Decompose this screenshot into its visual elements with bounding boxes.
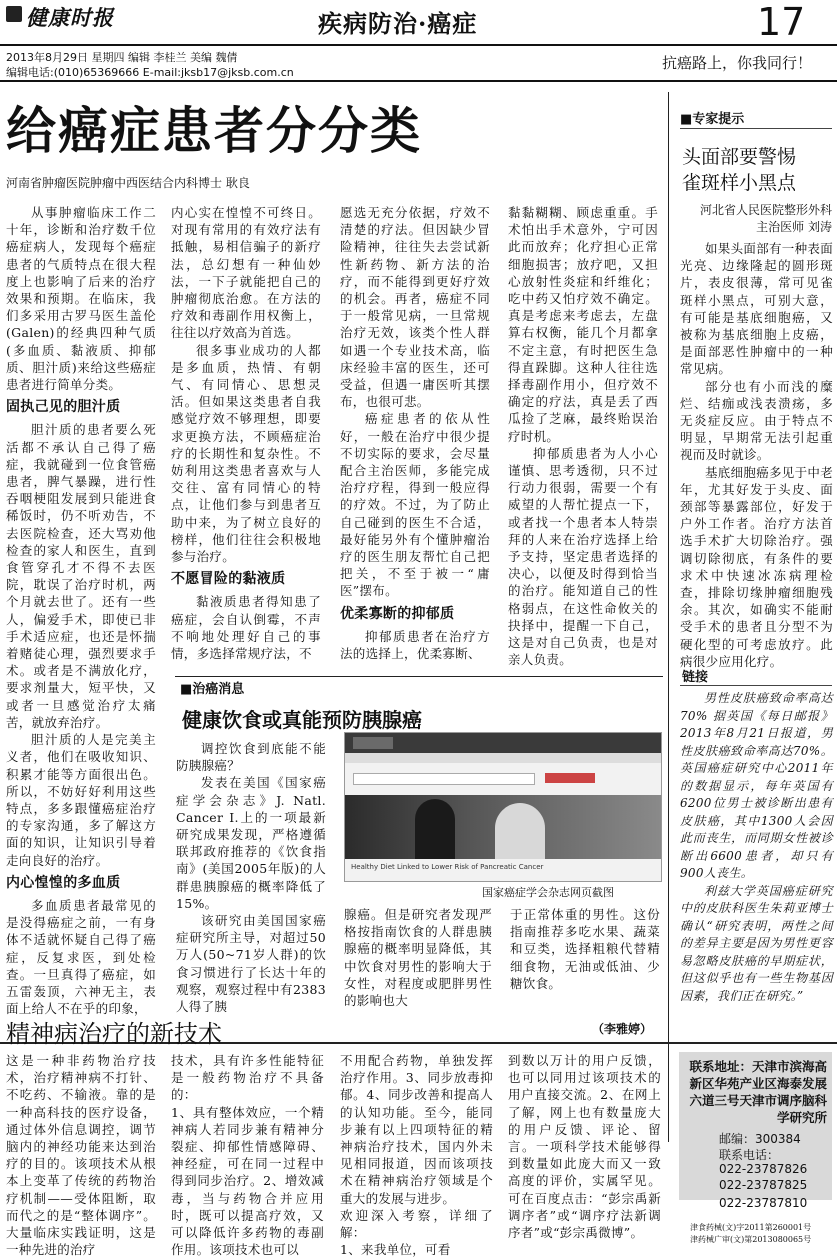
tech-column-2: 技术，具有许多性能特征是一般药物治疗不具备的： 1、具有整体效应，一个精神病人若同步兼有精神分裂症、抑郁性情感障碍、神经症，可在同一过程中得到同步治疗。2、增效减毒，当与药物合并应用时，既可以提高疗效，又可以降低许多药物的毒副作用。该项技术也可以 bbox=[171, 1053, 324, 1258]
link-box-body bbox=[680, 690, 833, 1040]
paragraph: 抑郁质患者为人小心谨慎、思考透彻，只不过行动力很弱，需要一个有威望的人帮忙提点一下，或者找一个患者本人特崇拜的人来在治疗选择上给予支持，坚定患者选择的决心，以便及时得到恰当的治疗。能知道自己的性格弱点，在这性命攸关的抉择中，提醒一下自己，这是对自己负责，也是对亲人负责。 bbox=[508, 445, 658, 668]
paragraph: 从事肿瘤临床工作二十年，诊断和治疗数千位癌症病人，发现每个癌症患者的气质特点在很大程度上也影响了后来的治疗效果和预期。在临床，我们多采用古罗马医生盖伦(Galen)的经典四种气质(多血质、黏液质、抑郁质、胆汁质)来给这些癌症患者进行简单分类。 bbox=[6, 205, 156, 393]
license-line-2: 津药械广审(文)第2013080065号 bbox=[690, 1235, 812, 1244]
tech-column-4: 到数以万计的用户反馈，也可以同用过该项技术的用户直接交流。2、在网上了解，网上也有数量庞大的用户反馈、评论、留言。一项科学技术能够得到数量如此庞大而又一致高度的评价，实属罕见。可在百度点击：“彭宗禹新调序者”或“调序疗法新调序者”或“彭宗禹微博”。 bbox=[508, 1053, 661, 1241]
license-line-1: 津食药械(文)字2011第260001号 bbox=[690, 1223, 812, 1232]
tech-column-1: 这是一种非药物治疗技术，治疗精神病不打针、不吃药、不输液。靠的是一种高科技的医疗设备，通过体外信息调控，调节脑内的神经功能来达到治疗的目的。该项技术从根本上变革了传统的药物治疗机制——受体阻断，取而代之的是“整体调序”。大量临床实践证明，这是一种先进的治疗 bbox=[6, 1053, 156, 1258]
paragraph: 如果头面部有一种表面光亮、边缘隆起的圆形斑片，表皮很薄，常可见雀斑样小黑点，可别大意，有可能是基底细胞癌，又被称为基底细胞上皮癌，是面部恶性肿瘤中的一种常见病。 bbox=[680, 241, 834, 377]
contact-phone-1: 022-23787826 bbox=[719, 1162, 808, 1176]
logo-icon bbox=[6, 6, 22, 22]
paragraph: 利兹大学英国癌症研究中的皮肤科医生朱莉亚博士确认“研究表明，两性之间的差异主要是因为男性更容易忽略皮肤癌的早期症状，但这似乎也有一些生物基因因素，我们正在研究。” bbox=[680, 883, 833, 1003]
contact-line: 编辑电话:(010)65369666 E-mail:jksb17@jksb.com.cn bbox=[6, 66, 294, 79]
journal-webpage-screenshot bbox=[344, 732, 662, 882]
tech-column-3: 不用配合药物，单独发挥治疗作用。3、同步放毒抑郁。4、同步改善和提高人的认知功能。至今，能同步兼有以上四项特征的精神病治疗技术，国内外未见相同报道，因而该项技术在精神病治疗领域是个重大的发展与进步。 欢迎深入考察，详细了解： 1、来我单位，可看 bbox=[340, 1053, 493, 1258]
paragraph: 很多事业成功的人都是多血质，热情、有朝气、有同情心、思想灵活。但如果这类患者自我感觉疗效不够理想，即要求更换方法，不顾癌症治疗的长期性和复杂性。不妨利用这类患者喜欢与人交往、富有同情心的特点，让他们参与到患者互助中来，为了树立良好的榜样，他们往往会积极地参与治疗。 bbox=[171, 342, 321, 565]
contact-zip: 邮编：300384 bbox=[719, 1132, 801, 1146]
main-byline: 河南省肿瘤医院肿瘤中西医结合内科博士 耿良 bbox=[6, 176, 250, 190]
date-line: 2013年8月29日 星期四 编辑 李桂兰 美编 魏倩 bbox=[6, 51, 238, 64]
screenshot-headline: Healthy Diet Linked to Lower Risk of Pancreatic Cancer bbox=[351, 863, 544, 871]
contact-box bbox=[679, 1052, 832, 1200]
contact-address: 联系地址：天津市滨海高新区华苑产业区海泰发展六道三号天津市调序脑科学研究所 bbox=[689, 1059, 827, 1125]
paragraph: 调控饮食到底能不能防胰腺癌？ bbox=[176, 741, 326, 774]
paragraph: 愿选无充分依据，疗效不清楚的疗法。但因缺少冒险精神，往往失去尝试新性新药物、新方法的治疗，而不能得到更好疗效的机会。再者，癌症不同于一般常见病，一旦常规治疗无效，该类个性人群如遇一个专业技术高，临床经验丰富的医生，还可受益，但遇一庸医听其摆布，也很可悲。 bbox=[340, 205, 490, 410]
image-caption: 国家癌症学会杂志网页截图 bbox=[482, 886, 614, 899]
paragraph: 黏黏糊糊、顾虑重重。手术怕出手术意外，宁可因此而放弃；化疗担心正常细胞损害；放疗吧，又担心放射性炎症和纤维化；吃中药又怕疗效不确定。真是考虑来考虑去，左盘算右权衡，能几个月都拿不定主意，有时把医生急得直跺脚。这种人往往选择毒副作用小，但疗效不确定的疗法，真是丢了西瓜捡了芝麻，最终贻误治疗时机。 bbox=[508, 205, 658, 444]
paragraph: 基底细胞癌多见于中老年，尤其好发于头皮、面颈部等暴露部位，好发于户外工作者。治疗方法首选手术扩大切除治疗。强调切除彻底，有条件的要求术中快速冰冻病理检查，排除切缘肿瘤细胞残余。其次，如确实不能耐受手术的患者且分型不为硬化型的可考虑放疗。此病很少应用化疗。 bbox=[680, 464, 834, 669]
contact-phone-label: 联系电话： bbox=[719, 1148, 780, 1162]
paragraph: 多血质患者最常见的是没得癌症之前，一有身体不适就怀疑自己得了癌症，反复求医，到处检查。一旦真得了癌症，如五雷轰顶，六神无主，表面上给人不在乎的印象， bbox=[6, 897, 156, 1017]
section-title: 疾病防治·癌症 bbox=[318, 9, 478, 38]
expert-tip-headline-2: 雀斑样小黑点 bbox=[682, 172, 797, 194]
expert-tip-headline-1: 头面部要警惕 bbox=[682, 146, 797, 168]
masthead bbox=[0, 0, 837, 80]
paragraph: 抑郁质患者在治疗方法的选择上，优柔寡断、 bbox=[340, 628, 490, 662]
subheading: 不愿冒险的黏液质 bbox=[171, 571, 286, 588]
main-headline: 给癌症患者分分类 bbox=[6, 101, 422, 160]
news-author: （李雅婷） bbox=[592, 1022, 653, 1036]
paragraph: 男性皮肤癌致命率高达70% 据英国《每日邮报》2013年8月21日报道，男性皮肤癌致命率高达70%。英国癌症研究中心2011年的数据显示，每年英国有6200位男士被诊断出患有皮肤癌，其中1300人会因此而丧生，而同期女性被诊断出6600患者，却只有900人丧生。 bbox=[680, 691, 833, 880]
contact-phone-2: 022-23787825 bbox=[719, 1178, 808, 1192]
paragraph: 发表在美国《国家癌症学会杂志》J. Natl. Cancer I.上的一项最新研究成果发现，严格遵循联邦政府推荐的《饮食指南》(美国2005年版)的人群患胰腺癌的概率降低了15%。 bbox=[176, 775, 326, 911]
paragraph: 部分也有小而浅的糜烂、结痂或浅表溃疡，多无炎症反应。由于特点不明显，早期常无法引起重视而及时就诊。 bbox=[680, 378, 833, 463]
paragraph: 癌症患者的依从性好，一般在治疗中很少提不切实际的要求，会尽量配合主治医师，多能完成治疗疗程，得到一般应得的疗效。不过，为了防止自己碰到的医生不合适，最好能另外有个懂肿瘤治疗的医生朋友帮忙自己把把关，不至于被一“庸医”摆布。 bbox=[340, 411, 490, 599]
news-section-label: ■治癌消息 bbox=[180, 682, 245, 697]
main-article-column-1 bbox=[6, 204, 156, 1017]
news-column-2: 腺癌。但是研究者发现严格按指南饮食的人群患胰腺癌的概率明显降低，其中饮食对男性的影响大于女性，对程度或肥胖男性的影响也大 bbox=[344, 907, 492, 1009]
link-box-label: 链接 bbox=[682, 670, 709, 685]
expert-tip-byline: 河北省人民医院整形外科主治医师 刘涛 bbox=[700, 203, 833, 234]
subheading: 固执己见的胆汁质 bbox=[6, 399, 121, 416]
slogan: 抗癌路上，你我同行！ bbox=[662, 54, 813, 72]
paragraph: 胆汁质的患者要么死活都不承认自己得了癌症，我就碰到一位食管癌患者，脾气暴躁，进行性吞咽梗阻发展到只能进食稀饭时，仍不听劝告，不去医院检查，还大骂劝他检查的家人和医生，直到食管穿孔才不得不去医院，耽误了治疗时机，两个月就去世了。还有一些人，偏爱手术，即使已非手术适应症，也还是怀揣着赌徒心理，强烈要求手术。或者是不满放化疗，要求剂量大，短平快，又或者一旦感觉治疗太痛苦，就放弃治疗。 bbox=[6, 422, 156, 730]
tech-headline: 精神病治疗的新技术 bbox=[6, 1020, 222, 1048]
expert-tip-label: ■专家提示 bbox=[680, 112, 745, 127]
paragraph: 黏液质患者得知患了癌症，会自认倒霉，不声不响地处理好自己的事情，多选择常规疗法，不 bbox=[171, 594, 321, 662]
subheading: 内心惶惶的多血质 bbox=[6, 874, 121, 891]
main-article-column-3 bbox=[340, 204, 490, 664]
paragraph: 胆汁质的人是完美主义者，他们在吸收知识、积累才能等方面很出色。所以，不妨好好利用这些特点，多多跟懂癌症治疗的专家沟通，多了解这方面的知识，让知识引导着走向良好的治疗。 bbox=[6, 732, 156, 868]
expert-tip-body bbox=[680, 240, 834, 669]
subheading: 优柔寡断的抑郁质 bbox=[340, 605, 455, 622]
page-number: 17 bbox=[757, 0, 806, 44]
paragraph: 内心实在惶惶不可终日。对现有常用的有效疗法有抵触，易相信骗子的新疗法，总幻想有一种仙妙法，一下子就能把自己的肿瘤彻底治愈。在方法的疗效和毒副作用权衡上，往往以疗效高为首选。 bbox=[171, 205, 321, 341]
news-headline: 健康饮食或真能预防胰腺癌 bbox=[182, 708, 422, 732]
contact-phone-3: 022-23787810 bbox=[719, 1196, 808, 1210]
main-article-column-2 bbox=[171, 204, 321, 664]
news-column-3: 于正常体重的男性。这份指南推荐多吃水果、蔬菜和豆类，选择粗粮代替精细食物，无油或低油、少糖饮食。 bbox=[510, 907, 660, 991]
main-article-column-4 bbox=[508, 204, 658, 668]
newspaper-logo: 健康时报 bbox=[26, 5, 114, 30]
paragraph: 该研究由美国国家癌症研究所主导，对超过50万人(50~71岁人群)的饮食习惯进行了长达十年的观察，观察过程中有2383人得了胰 bbox=[176, 913, 326, 1015]
news-column-1 bbox=[176, 740, 326, 1040]
